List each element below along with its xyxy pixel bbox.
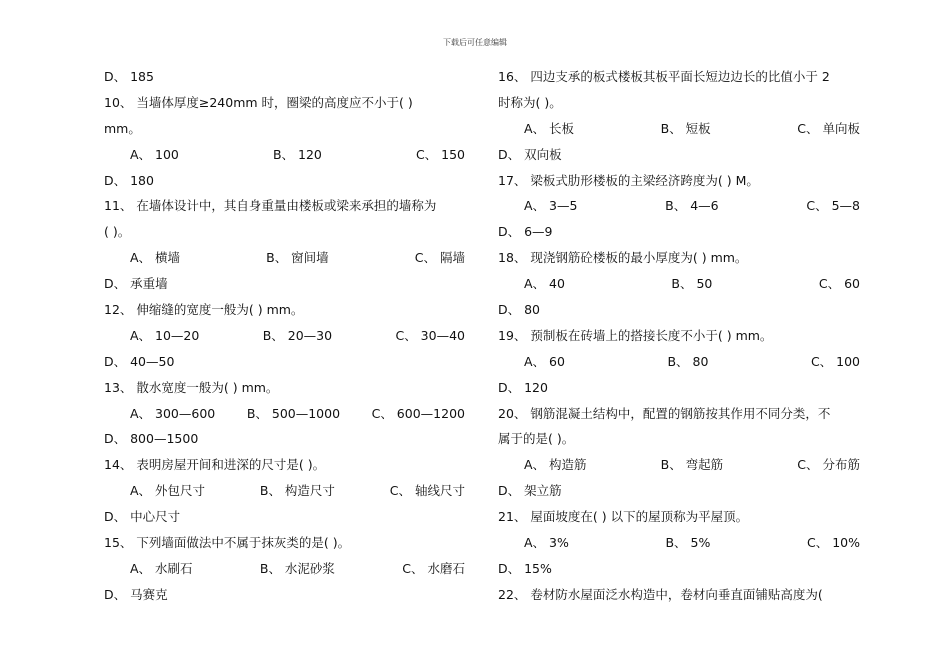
answer-option: B、 5% bbox=[665, 535, 711, 551]
answer-option: C、 100 bbox=[810, 353, 860, 369]
answer-options-row bbox=[104, 245, 465, 271]
answer-option: C、 5—8 bbox=[806, 198, 860, 214]
answer-option: C、 水磨石 bbox=[402, 560, 465, 576]
answer-option: B、 500—1000 bbox=[246, 405, 341, 421]
answer-option: B、 弯起筋 bbox=[660, 457, 724, 473]
answer-option: A、 外包尺寸 bbox=[130, 483, 206, 499]
answer-option: A、 水刷石 bbox=[130, 560, 193, 576]
question-line: 19、 预制板在砖墙上的搭接长度不小于( ) mm。 bbox=[498, 327, 773, 343]
answer-options-row bbox=[498, 116, 860, 142]
question-line: 11、 在墙体设计中，其自身重量由楼板或梁来承担的墙称为 bbox=[104, 198, 437, 214]
question-line: 16、 四边支承的板式楼板其板平面长短边边长的比值小于 2 bbox=[498, 69, 830, 84]
answer-option: C、 轴线尺寸 bbox=[389, 483, 465, 499]
answer-option: B、 20—30 bbox=[262, 327, 333, 343]
answer-option: C、 10% bbox=[807, 535, 860, 551]
answer-option: B、 构造尺寸 bbox=[259, 483, 335, 499]
answer-option: B、 水泥砂浆 bbox=[259, 560, 335, 576]
left-column bbox=[104, 64, 465, 608]
question-line: 20、 钢筋混凝土结构中，配置的钢筋按其作用不同分类，不 bbox=[498, 405, 831, 421]
question-line: D、 中心尺寸 bbox=[104, 509, 181, 525]
answer-option: A、 60 bbox=[524, 353, 565, 369]
question-line: ( )。 bbox=[104, 224, 131, 240]
question-line: 14、 表明房屋开间和进深的尺寸是( )。 bbox=[104, 457, 326, 473]
answer-option: A、 40 bbox=[524, 276, 565, 292]
question-line: 21、 屋面坡度在( ) 以下的屋顶称为平屋顶。 bbox=[498, 509, 749, 525]
question-line: D、 185 bbox=[104, 69, 154, 84]
page-header: 下载后可任意编辑 bbox=[443, 38, 507, 47]
question-line: 18、 现浇钢筋砼楼板的最小厚度为( ) mm。 bbox=[498, 250, 748, 266]
answer-option: A、 3—5 bbox=[524, 198, 578, 214]
answer-option: B、 短板 bbox=[660, 120, 711, 136]
answer-option: C、 隔墙 bbox=[414, 250, 465, 266]
answer-option: C、 30—40 bbox=[395, 327, 465, 343]
question-line: D、 120 bbox=[498, 379, 548, 395]
question-line: 22、 卷材防水屋面泛水构造中，卷材向垂直面铺贴高度为( bbox=[498, 586, 823, 602]
question-line: 15、 下列墙面做法中不属于抹灰类的是( )。 bbox=[104, 535, 351, 551]
answer-options-row bbox=[498, 271, 860, 297]
answer-options-row bbox=[104, 401, 465, 427]
answer-option: C、 150 bbox=[415, 146, 465, 162]
question-line: D、 15% bbox=[498, 560, 552, 576]
question-line: mm。 bbox=[104, 120, 141, 136]
question-line: D、 马赛克 bbox=[104, 586, 168, 602]
answer-option: A、 100 bbox=[130, 146, 179, 162]
answer-option: B、 120 bbox=[272, 146, 322, 162]
answer-option: C、 单向板 bbox=[797, 120, 860, 136]
answer-options-row bbox=[498, 530, 860, 556]
answer-option: A、 300—600 bbox=[130, 405, 216, 421]
answer-option: B、 窗间墙 bbox=[266, 250, 329, 266]
question-line: 13、 散水宽度一般为( ) mm。 bbox=[104, 379, 279, 395]
right-column bbox=[498, 64, 860, 608]
answer-option: A、 10—20 bbox=[130, 327, 200, 343]
answer-option: B、 50 bbox=[671, 276, 713, 292]
question-line: D、 架立筋 bbox=[498, 483, 562, 499]
answer-option: A、 构造筋 bbox=[524, 457, 587, 473]
answer-option: B、 80 bbox=[667, 353, 709, 369]
question-line: D、 双向板 bbox=[498, 146, 562, 162]
answer-option: A、 长板 bbox=[524, 120, 575, 136]
answer-option: B、 4—6 bbox=[665, 198, 719, 214]
question-line: D、 40—50 bbox=[104, 353, 175, 369]
question-line: D、 80 bbox=[498, 302, 541, 318]
answer-option: C、 分布筋 bbox=[797, 457, 860, 473]
answer-options-row bbox=[498, 193, 860, 219]
answer-option: C、 600—1200 bbox=[371, 405, 465, 421]
question-line: 属于的是( )。 bbox=[498, 431, 575, 447]
answer-option: A、 3% bbox=[524, 535, 569, 551]
answer-options-row bbox=[104, 323, 465, 349]
question-line: 10、 当墙体厚度≥240mm 时，圈梁的高度应不小于( ) bbox=[104, 94, 413, 110]
question-line: D、 6—9 bbox=[498, 224, 553, 240]
answer-options-row bbox=[498, 349, 860, 375]
answer-options-row bbox=[498, 452, 860, 478]
question-line: D、 承重墙 bbox=[104, 276, 168, 292]
question-line: 12、 伸缩缝的宽度一般为( ) mm。 bbox=[104, 302, 304, 318]
answer-options-row bbox=[104, 556, 465, 582]
answer-option: A、 横墙 bbox=[130, 250, 181, 266]
answer-options-row bbox=[104, 478, 465, 504]
question-line: D、 180 bbox=[104, 172, 154, 188]
question-line: D、 800—1500 bbox=[104, 431, 199, 447]
answer-option: C、 60 bbox=[818, 276, 860, 292]
question-line: 17、 梁板式肋形楼板的主梁经济跨度为( ) M。 bbox=[498, 172, 759, 188]
question-line: 时称为( )。 bbox=[498, 94, 562, 110]
answer-options-row bbox=[104, 142, 465, 168]
